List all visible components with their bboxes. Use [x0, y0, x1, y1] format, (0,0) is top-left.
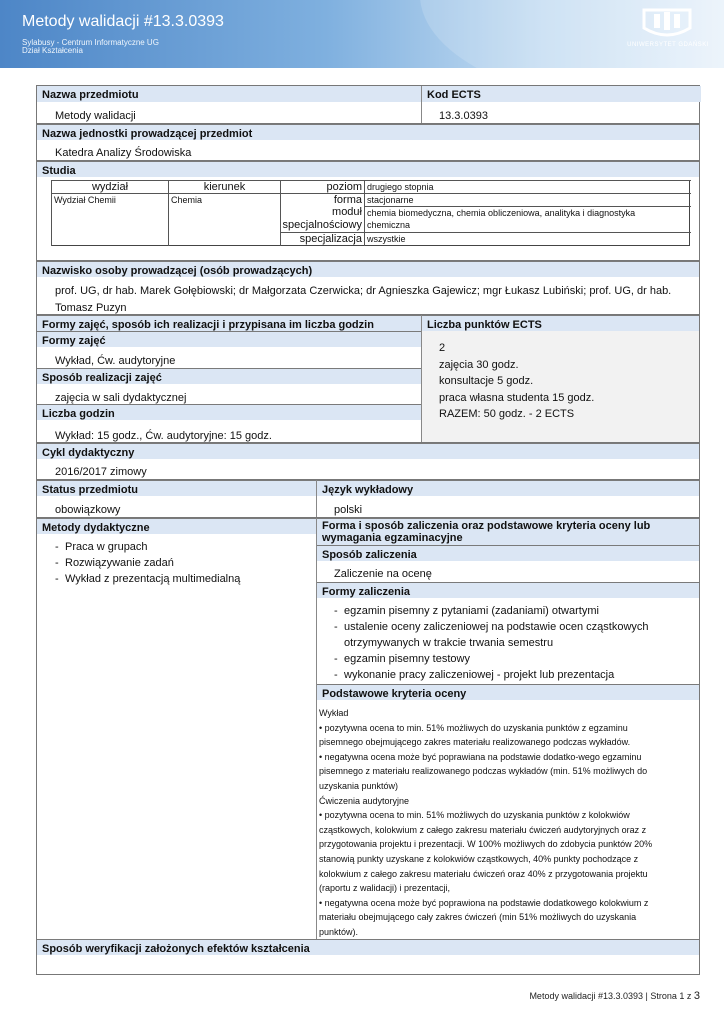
class-forms-header: Formy zajęć, sposób ich realizacji i przypisana im liczba godzin	[37, 315, 421, 331]
teaching-methods-list	[55, 539, 305, 587]
ects-line-classes: zajęcia 30 godz.	[439, 358, 519, 371]
criteria-line: Ćwiczenia audytoryjne	[319, 795, 410, 806]
lecturers-line-1: prof. UG, dr hab. Marek Gołębiowski; dr Małgorzata Czerwicka; dr Agnieszka Gajewicz; mgr Łukasz Lubiński; prof. UG, dr hab.	[55, 285, 672, 297]
verification-label: Sposób weryfikacji założonych efektów kształcenia	[37, 939, 699, 955]
teaching-methods-label: Metody dydaktyczne	[37, 518, 316, 534]
cycle-label: Cykl dydaktyczny	[37, 443, 699, 459]
ects-line-total: RAZEM: 50 godz. - 2 ECTS	[439, 408, 575, 420]
assessment-header	[317, 518, 699, 545]
assessment-forms-list	[334, 603, 694, 683]
criteria-line: cząstkowych, kolokwium z całego zakresu materiału ćwiczeń audytoryjnych oraz z	[319, 824, 647, 835]
status-value: obowiązkowy	[55, 504, 121, 516]
specialization-key: specjalizacja	[280, 232, 364, 246]
field-value: Chemia	[168, 193, 280, 246]
form-key: forma	[280, 193, 364, 207]
status-label: Status przedmiotu	[37, 480, 316, 496]
form-value: stacjonarne	[364, 193, 691, 207]
subject-name-value: Metody walidacji	[55, 110, 136, 122]
criteria-line: (raportu z walidacji) i prezentacji,	[319, 883, 451, 894]
criteria-line: Wykład	[319, 708, 349, 718]
level-key: poziom	[280, 180, 364, 194]
assessment-method-value: Zaliczenie na ocenę	[334, 568, 432, 580]
language-label: Język wykładowy	[317, 480, 699, 496]
criteria-line: pisemnego obejmującego zakres materiału realizowanego podczas wykładów.	[319, 737, 631, 748]
ects-line-self-study: praca własna studenta 15 godz.	[439, 391, 595, 404]
footer-page-total: 3	[693, 990, 700, 1002]
class-forms-label: Formy zajęć	[37, 331, 421, 347]
header-subtitle: Sylabusy - Centrum Informatyczne UG	[22, 38, 159, 47]
assessment-form-item: - egzamin pisemny z pytaniami (zadaniami) otwartymi	[334, 603, 694, 619]
language-value: polski	[334, 504, 363, 516]
unit-section	[36, 123, 700, 160]
subject-name-label: Nazwa przedmiotu	[37, 86, 421, 102]
specialization-value: wszystkie	[364, 232, 691, 246]
ects-points-value: 2	[439, 342, 446, 354]
criteria-line: materiału obejmującego cały zakres ćwiczeń (min 51% możliwych do uzyskania	[319, 912, 637, 923]
unit-value: Katedra Analizy Środowiska	[55, 147, 192, 159]
class-forms-section	[36, 314, 700, 442]
hours-label: Liczba godzin	[37, 404, 421, 420]
criteria-line: • negatywna ocena może być poprawiona na podstawie dodatkowego kolokwium z	[319, 897, 649, 908]
lecturers-section	[36, 260, 700, 314]
cycle-section	[36, 442, 700, 479]
criteria-line: punktów).	[319, 926, 359, 937]
assessment-form-item: - wykonanie pracy zaliczeniowej - projekt lub prezentacja	[334, 667, 694, 683]
teaching-method-item: - Praca w grupach	[55, 539, 305, 555]
faculty-header: wydział	[51, 180, 168, 194]
studies-label: Studia	[37, 161, 699, 177]
assessment-forms-label: Formy zaliczenia	[317, 582, 699, 598]
ects-line-consultations: konsultacje 5 godz.	[439, 375, 534, 387]
criteria-line: przygotowania projektu i prezentacji. W 100% możliwych do zdobycia punktów 20%	[319, 839, 653, 850]
criteria-line: • negatywna ocena może być poprawiana na podstawie dodatko-wego egzaminu	[319, 751, 642, 762]
assessment-form-item: - ustalenie oceny zaliczeniowej na podstawie ocen cząstkowych	[334, 619, 694, 635]
criteria-line: uzyskania punktów)	[319, 780, 399, 791]
module-key: moduł	[280, 206, 364, 220]
class-forms-value: Wykład, Ćw. audytoryjne	[55, 355, 176, 367]
field-header: kierunek	[168, 180, 280, 194]
footer-text: Metody walidacji #13.3.0393 | Strona 1 z	[529, 991, 694, 1001]
ects-points-details	[439, 340, 594, 423]
teaching-method-item: - Wykład z prezentacją multimedialną	[55, 571, 305, 587]
criteria-line: pisemnego z materiału realizowanego podczas wykładów (min. 51% możliwych do	[319, 766, 648, 777]
criteria-text	[319, 706, 697, 940]
document-title: Metody walidacji #13.3.0393	[22, 13, 224, 30]
teaching-method-item: - Rozwiązywanie zadań	[55, 555, 305, 571]
university-name: UNIWERSYTET GDAŃSKI	[627, 42, 709, 48]
header-subtitle-2: Dział Kształcenia	[22, 46, 83, 55]
level-value: drugiego stopnia	[364, 180, 691, 194]
ects-code-label: Kod ECTS	[422, 86, 701, 102]
criteria-label: Podstawowe kryteria oceny	[317, 684, 699, 700]
assessment-method-label: Sposób zaliczenia	[317, 545, 699, 561]
university-logo-icon	[640, 6, 694, 40]
lecturers-label: Nazwisko osoby prowadzącej (osób prowadzących)	[37, 261, 699, 277]
criteria-line: • pozytywna ocena to min. 51% możliwych do uzyskania punktów z egzaminu	[319, 722, 628, 733]
assessment-form-item: - egzamin pisemny testowy	[334, 651, 694, 667]
criteria-line: stanowią punkty uzyskane z kolokwiów cząstkowych, 40% punkty pochodzące z	[319, 853, 639, 864]
assessment-form-item-continued: otrzymywanych w trakcie trwania semestru	[344, 637, 554, 649]
hours-value: Wykład: 15 godz., Ćw. audytoryjne: 15 godz.	[55, 430, 272, 442]
assessment-header-line-2: wymagania egzaminacyjne	[322, 531, 463, 544]
delivery-method-label: Sposób realizacji zajęć	[37, 368, 421, 384]
status-section	[36, 479, 700, 517]
header-banner	[0, 0, 724, 68]
unit-label: Nazwa jednostki prowadzącej przedmiot	[37, 124, 699, 140]
criteria-line: • pozytywna ocena to min. 51% możliwych do uzyskania punktów z kolokwiów	[319, 810, 630, 821]
assessment-header-line-1: Forma i sposób zaliczenia oraz podstawowe kryteria oceny lub	[322, 520, 651, 532]
delivery-method-value: zajęcia w sali dydaktycznej	[55, 392, 187, 404]
subject-name-section	[36, 85, 700, 123]
studies-table	[51, 180, 690, 246]
page-footer	[529, 990, 700, 1002]
criteria-line: kolokwium z całego zakresu materiału ćwiczeń oraz 40% z przygotowania projektu	[319, 868, 648, 879]
ects-code-value: 13.3.0393	[439, 110, 488, 122]
studies-section	[36, 160, 700, 260]
specialty-value: chemiczna	[364, 219, 691, 233]
lecturers-line-2: Tomasz Puzyn	[55, 302, 127, 314]
methods-assessment-section	[36, 517, 700, 975]
specialty-key: specjalnościowy	[280, 219, 364, 233]
ects-points-label: Liczba punktów ECTS	[422, 315, 699, 331]
faculty-value: Wydział Chemii	[51, 193, 168, 246]
module-value: chemia biomedyczna, chemia obliczeniowa, analityka i diagnostyka	[364, 206, 691, 220]
cycle-value: 2016/2017 zimowy	[55, 466, 147, 478]
